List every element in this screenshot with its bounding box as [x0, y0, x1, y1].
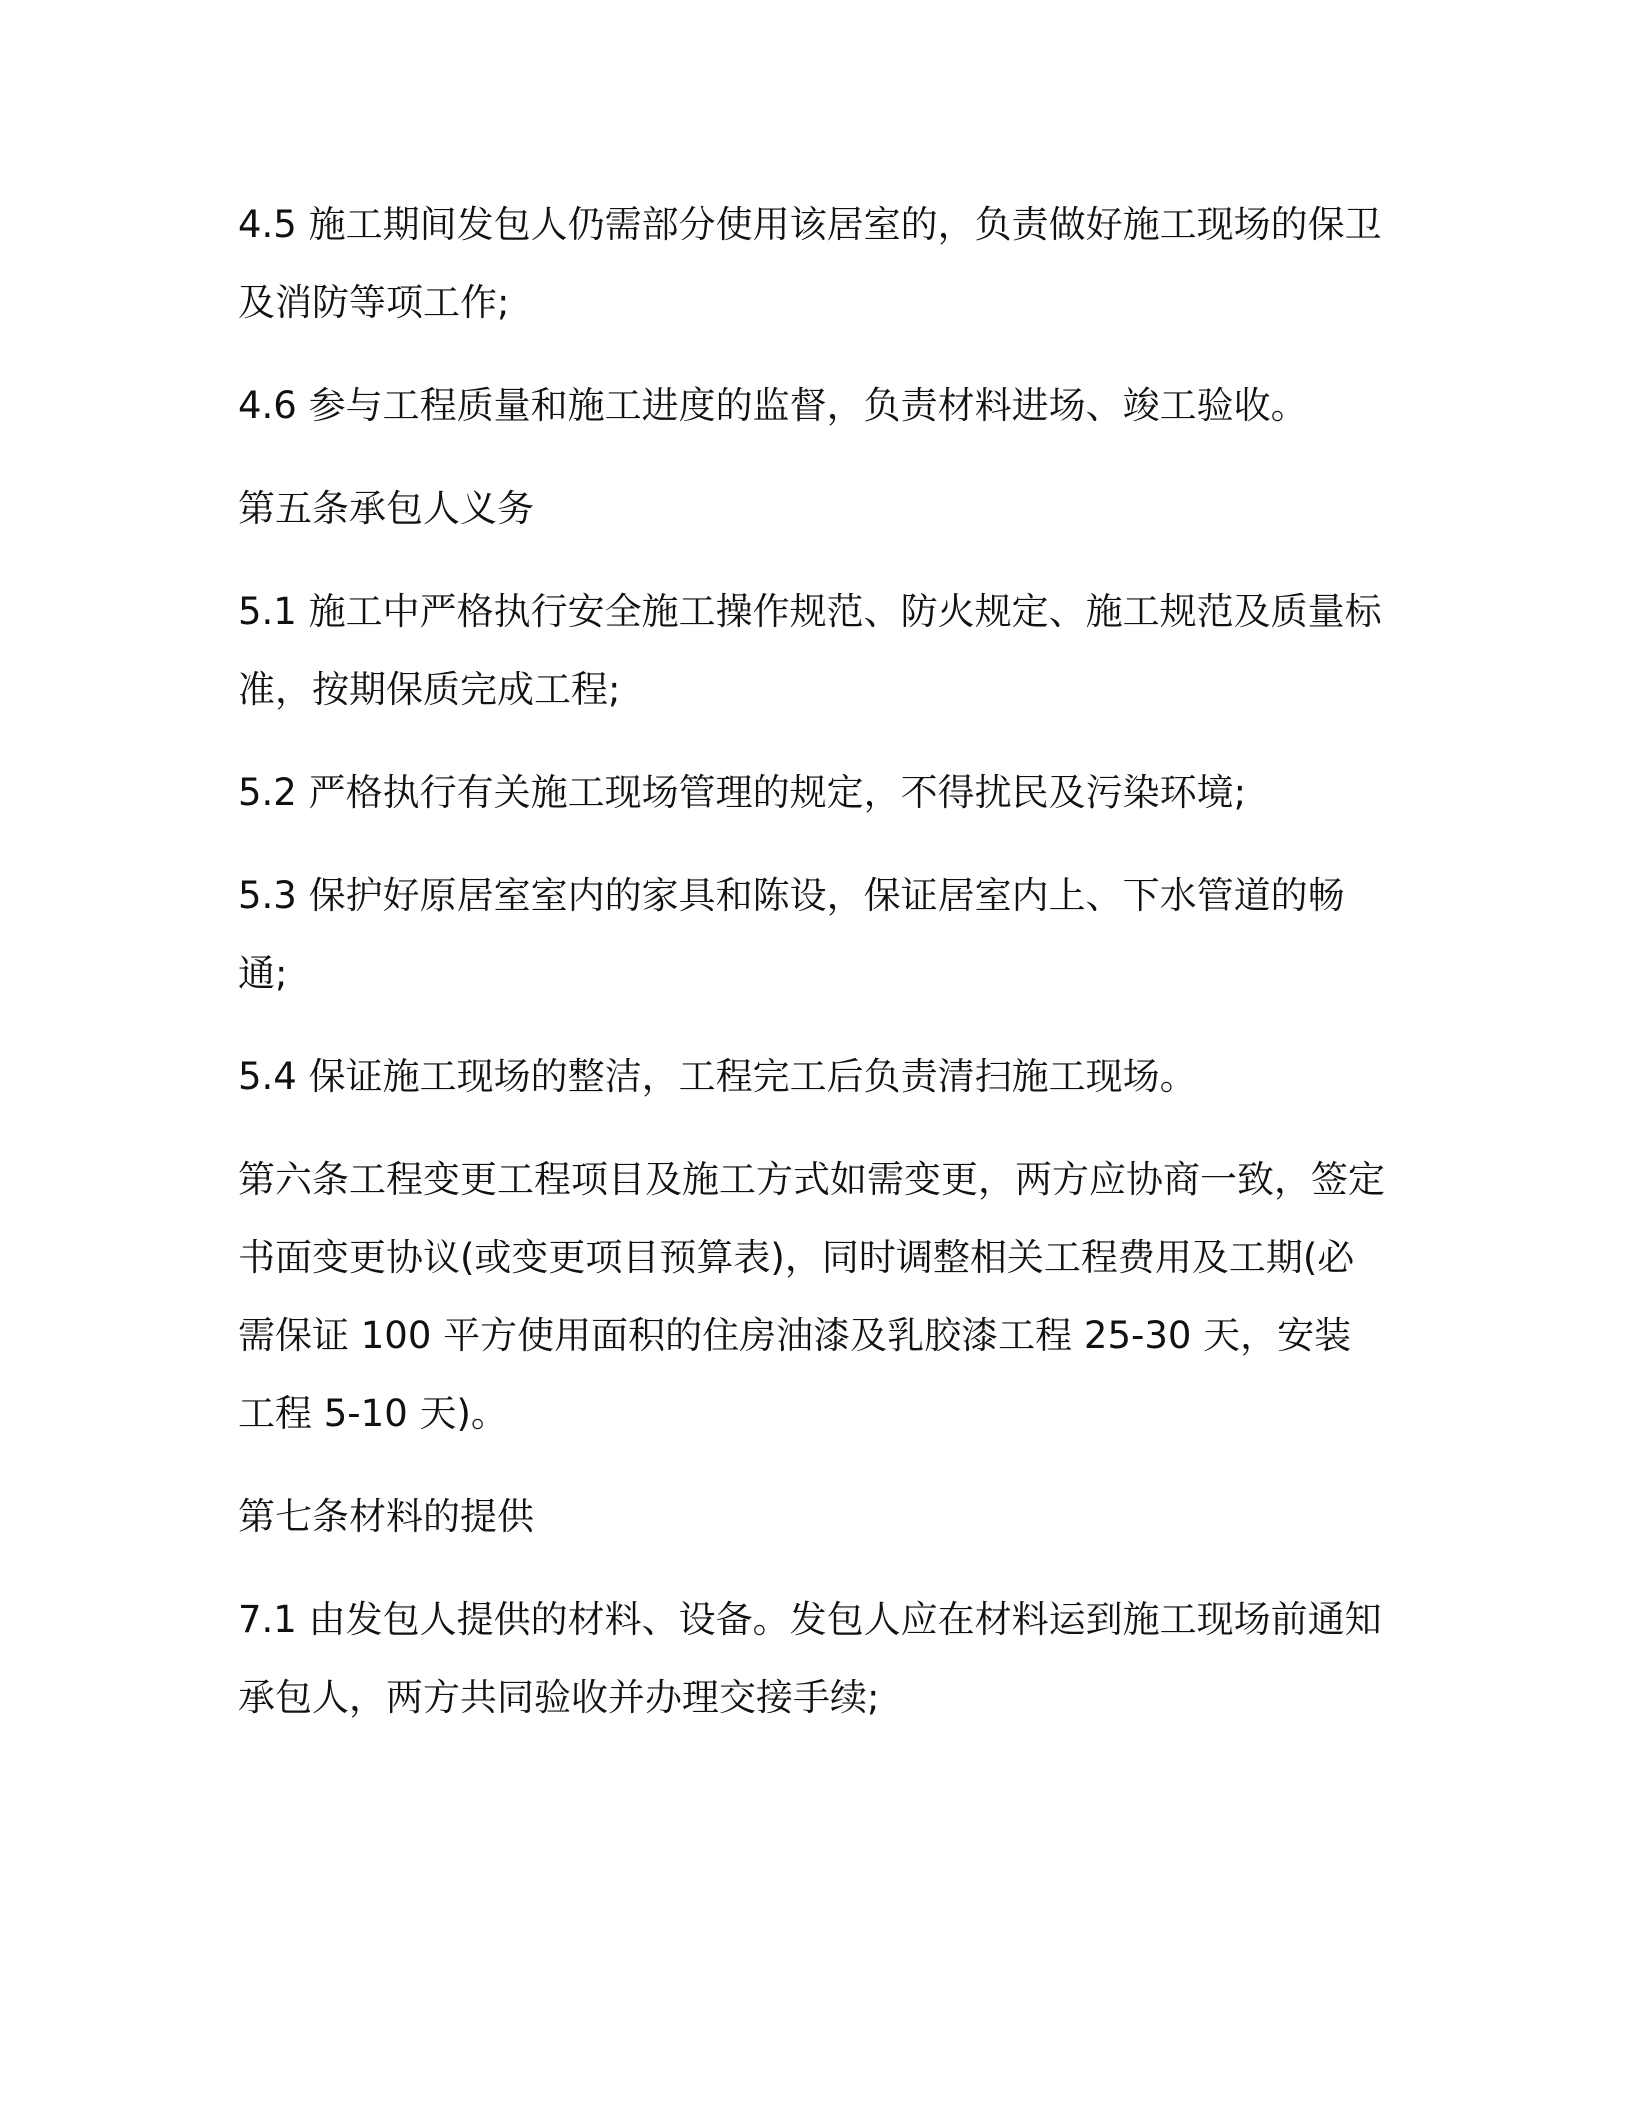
clause-5-2: 5.2 严格执行有关施工现场管理的规定，不得扰民及污染环境;	[238, 771, 1247, 814]
clause-4-6: 4.6 参与工程质量和施工进度的监督，负责材料进场、竣工验收。	[238, 384, 1308, 427]
clause-5-3: 5.3 保护好原居室室内的家具和陈设，保证居室内上、下水管道的畅通;	[238, 874, 1345, 995]
document-body	[238, 186, 1388, 1737]
clause-5-4: 5.4 保证施工现场的整洁，工程完工后负责清扫施工现场。	[238, 1055, 1197, 1098]
article-5-heading: 第五条承包人义务	[238, 487, 534, 530]
article-7-heading: 第七条材料的提供	[238, 1495, 534, 1538]
clause-5-1: 5.1 施工中严格执行安全施工操作规范、防火规定、施工规范及质量标准，按期保质完成工程;	[238, 590, 1382, 711]
clause-7-1: 7.1 由发包人提供的材料、设备。发包人应在材料运到施工现场前通知承包人，两方共同验收并办理交接手续;	[238, 1598, 1382, 1719]
article-6-text: 第六条工程变更工程项目及施工方式如需变更，两方应协商一致，签定书面变更协议(或变更项目预算表)，同时调整相关工程费用及工期(必需保证 100 平方使用面积的住房油漆及乳胶漆工程 25-30 天，安装工程 5-10 天)。	[238, 1158, 1385, 1435]
clause-4-5: 4.5 施工期间发包人仍需部分使用该居室的，负责做好施工现场的保卫及消防等项工作;	[238, 203, 1382, 324]
